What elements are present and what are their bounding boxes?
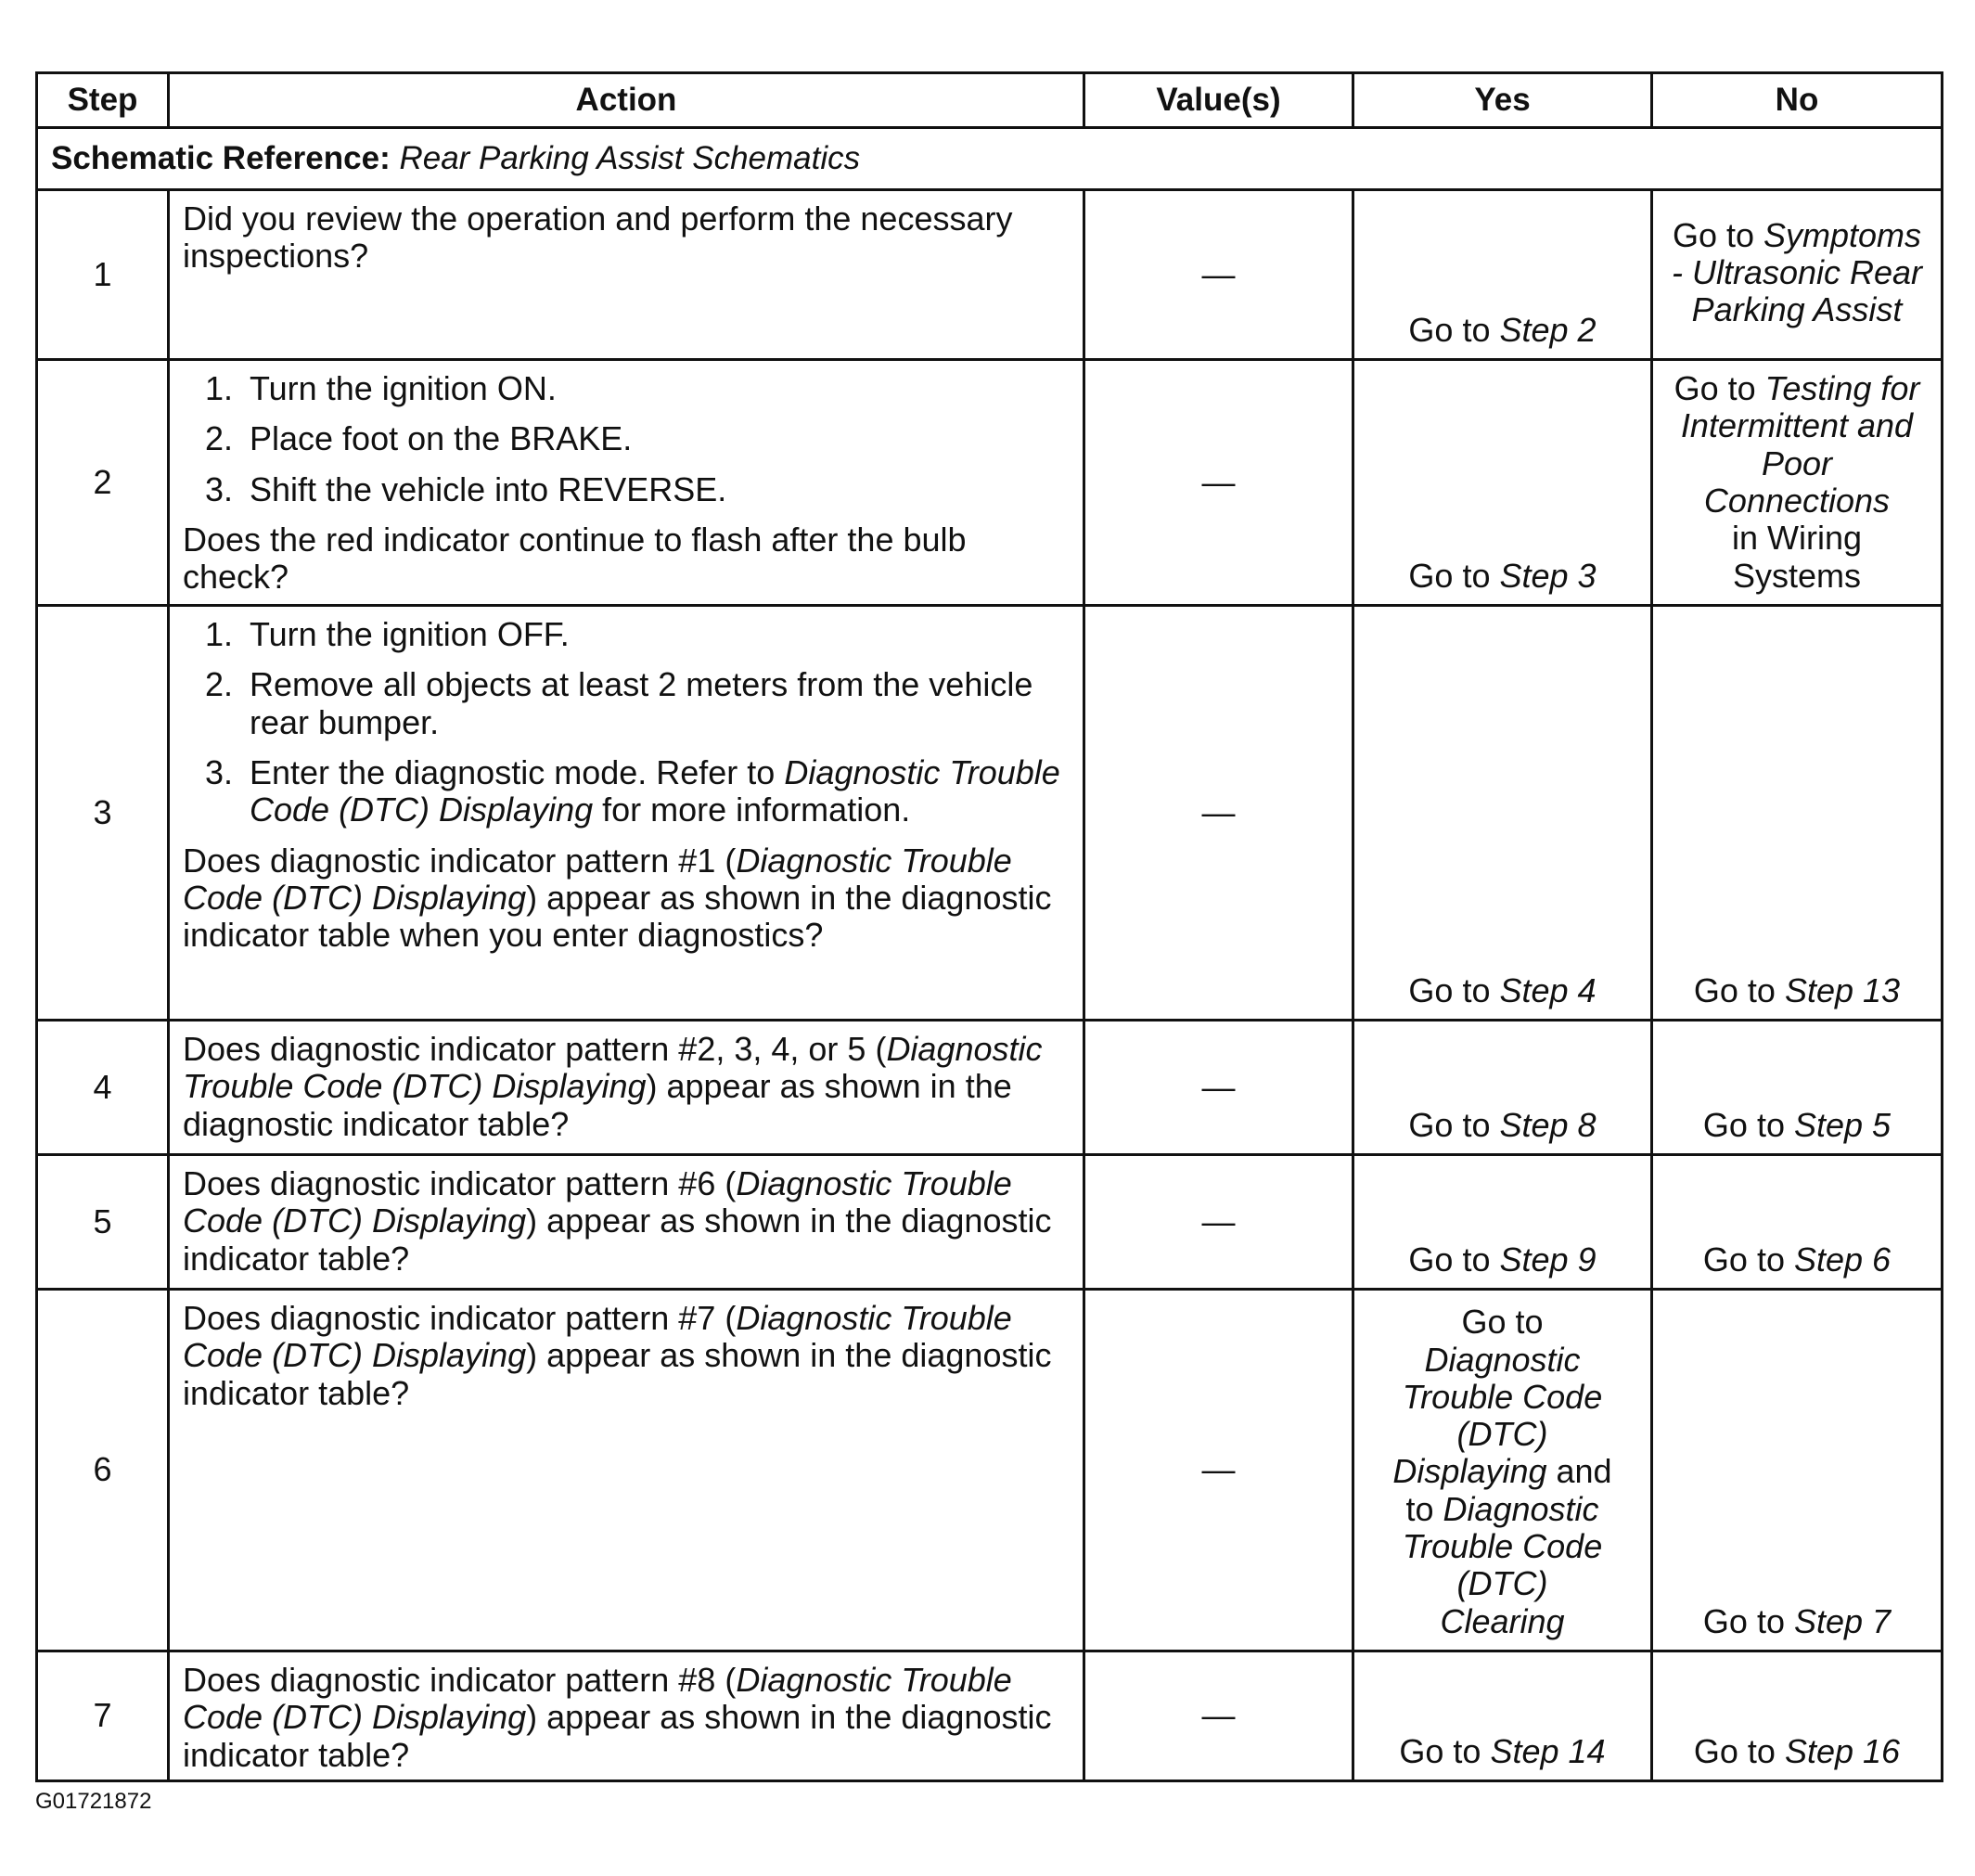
- action-step: 2. Remove all objects at least 2 meters from the vehicle rear bumper.: [242, 666, 1070, 741]
- step-number: 3: [37, 606, 169, 1021]
- no-link: Step 16: [1784, 1731, 1901, 1770]
- action-step-link: Diagnostic Trouble Code (DTC) Displaying: [250, 752, 1060, 829]
- step-number: 1: [37, 190, 169, 360]
- no-link: Step 5: [1793, 1105, 1892, 1144]
- yes-text: Go to: [1461, 1303, 1544, 1342]
- no-link: Symptoms - Ultrasonic Rear Parking Assist: [1671, 215, 1923, 329]
- table-row: [37, 1155, 1943, 1290]
- header-values: Value(s): [1084, 73, 1353, 128]
- yes-link: Step 8: [1499, 1105, 1597, 1144]
- yes-text-mid: and to: [1405, 1452, 1612, 1528]
- no-cell: [1652, 1021, 1943, 1155]
- no-cell: [1652, 190, 1943, 360]
- question-text: ) appear as shown in the diagnostic indicator table?: [183, 1201, 1052, 1278]
- no-text: Go to: [1672, 215, 1763, 254]
- question-text: Does diagnostic indicator pattern #1 (: [183, 841, 737, 880]
- question-text: ) appear as shown in the diagnostic indicator table when you enter diagnostics?: [183, 878, 1052, 955]
- table-row: [37, 1021, 1943, 1155]
- yes-cell: [1353, 1290, 1652, 1651]
- schematic-reference: [37, 128, 1943, 190]
- action-question: [183, 1031, 1070, 1143]
- no-text: Go to: [1702, 1240, 1794, 1279]
- action-question: [183, 1165, 1070, 1278]
- action-steps: [183, 370, 1070, 508]
- table-row: [37, 360, 1943, 606]
- no-text: Go to: [1674, 369, 1765, 408]
- yes-link: Step 2: [1499, 310, 1597, 349]
- action-cell: [169, 1290, 1084, 1651]
- no-link: Step 13: [1784, 970, 1901, 1009]
- value-cell: —: [1084, 1651, 1353, 1781]
- yes-link-2: Diagnostic Trouble Code (DTC) Clearing: [1402, 1489, 1603, 1640]
- action-steps: [183, 616, 1070, 829]
- header-yes: Yes: [1353, 73, 1652, 128]
- action-cell: [169, 360, 1084, 606]
- action-step: [242, 754, 1070, 829]
- no-cell: [1652, 1155, 1943, 1290]
- action-question: [183, 1300, 1070, 1412]
- figure-id: G01721872: [35, 1789, 152, 1814]
- no-cell: [1652, 606, 1943, 1021]
- no-text: Go to: [1693, 970, 1785, 1009]
- yes-link: Step 3: [1499, 556, 1597, 595]
- no-text-suffix: in Wiring Systems: [1731, 519, 1863, 595]
- question-text: ) appear as shown in the diagnostic indicator table?: [183, 1336, 1052, 1412]
- value-cell: —: [1084, 190, 1353, 360]
- step-number: 5: [37, 1155, 169, 1290]
- question-text: ) appear as shown in the diagnostic indicator table?: [183, 1067, 1012, 1143]
- schematic-label: Schematic Reference:: [51, 140, 391, 177]
- yes-text: Go to: [1399, 1731, 1491, 1770]
- value-cell: —: [1084, 1290, 1353, 1651]
- action-step: 1. Turn the ignition OFF.: [242, 616, 1070, 653]
- action-question: Did you review the operation and perform the necessary inspections?: [183, 199, 1013, 276]
- action-step-text: for more information.: [593, 790, 911, 829]
- header-row: [37, 73, 1943, 128]
- step-number: 4: [37, 1021, 169, 1155]
- value-cell: —: [1084, 360, 1353, 606]
- header-action: Action: [169, 73, 1084, 128]
- action-cell: [169, 1021, 1084, 1155]
- question-link: Diagnostic Trouble Code (DTC) Displaying: [183, 841, 1012, 917]
- value-cell: —: [1084, 1021, 1353, 1155]
- step-number: 2: [37, 360, 169, 606]
- no-link: Testing for Intermittent and Poor Connections: [1680, 369, 1920, 520]
- question-text: Does diagnostic indicator pattern #6 (: [183, 1164, 737, 1202]
- action-step: 3. Shift the vehicle into REVERSE.: [242, 471, 1070, 508]
- step-number: 6: [37, 1290, 169, 1651]
- question-text: ) appear as shown in the diagnostic indicator table?: [183, 1698, 1052, 1774]
- value-cell: —: [1084, 606, 1353, 1021]
- yes-text: Go to: [1408, 556, 1500, 595]
- diagnostic-table: [35, 71, 1943, 1782]
- header-no: No: [1652, 73, 1943, 128]
- no-link: Step 6: [1793, 1240, 1892, 1279]
- no-text: Go to: [1702, 1105, 1794, 1144]
- table-row: [37, 1290, 1943, 1651]
- no-cell: [1652, 1651, 1943, 1781]
- question-text: Does diagnostic indicator pattern #2, 3, 4, or 5 (: [183, 1030, 887, 1068]
- header-step: Step: [37, 73, 169, 128]
- yes-text: Go to: [1408, 1240, 1500, 1279]
- action-cell: [169, 1155, 1084, 1290]
- action-step: 2. Place foot on the BRAKE.: [242, 420, 1070, 457]
- no-cell: [1652, 360, 1943, 606]
- action-step-text: Enter the diagnostic mode. Refer to: [250, 752, 785, 791]
- yes-cell: [1353, 606, 1652, 1021]
- yes-text: Go to: [1408, 970, 1500, 1009]
- action-question: Does the red indicator continue to flash after the bulb check?: [183, 520, 967, 597]
- yes-link: Step 9: [1499, 1240, 1597, 1279]
- table-row: [37, 1651, 1943, 1781]
- yes-cell: [1353, 360, 1652, 606]
- question-text: Does diagnostic indicator pattern #7 (: [183, 1299, 737, 1337]
- action-question: [183, 842, 1070, 955]
- table-row: [37, 190, 1943, 360]
- step-number: 7: [37, 1651, 169, 1781]
- no-cell: [1652, 1290, 1943, 1651]
- question-link: Diagnostic Trouble Code (DTC) Displaying: [183, 1299, 1012, 1375]
- yes-link: Step 14: [1490, 1731, 1606, 1770]
- table-row: [37, 606, 1943, 1021]
- yes-cell: [1353, 1155, 1652, 1290]
- question-link: Diagnostic Trouble Code (DTC) Displaying: [183, 1030, 1043, 1106]
- no-link: Step 7: [1793, 1601, 1892, 1640]
- action-cell: [169, 1651, 1084, 1781]
- question-text: Does diagnostic indicator pattern #8 (: [183, 1661, 737, 1699]
- schematic-link: Rear Parking Assist Schematics: [399, 140, 861, 177]
- action-question: [183, 1662, 1070, 1774]
- yes-cell: [1353, 1021, 1652, 1155]
- yes-text: Go to: [1408, 1105, 1500, 1144]
- yes-cell: [1353, 190, 1652, 360]
- action-step: 1. Turn the ignition ON.: [242, 370, 1070, 407]
- action-cell: [169, 190, 1084, 360]
- action-cell: [169, 606, 1084, 1021]
- yes-link: Diagnostic Trouble Code (DTC) Displaying: [1392, 1340, 1603, 1491]
- question-link: Diagnostic Trouble Code (DTC) Displaying: [183, 1661, 1012, 1737]
- yes-text: Go to: [1408, 310, 1500, 349]
- yes-link: Step 4: [1499, 970, 1597, 1009]
- no-text: Go to: [1693, 1731, 1785, 1770]
- value-cell: —: [1084, 1155, 1353, 1290]
- schematic-reference-row: [37, 128, 1943, 190]
- question-link: Diagnostic Trouble Code (DTC) Displaying: [183, 1164, 1012, 1240]
- yes-cell: [1353, 1651, 1652, 1781]
- no-text: Go to: [1702, 1601, 1794, 1640]
